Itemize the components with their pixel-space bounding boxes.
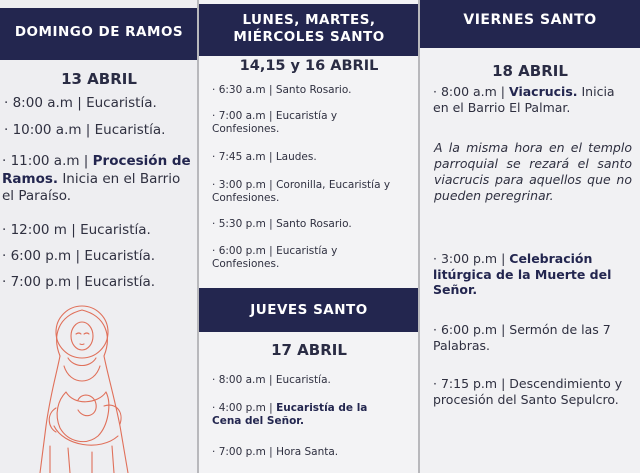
list-item: · 7:00 p.m | Hora Santa. [212,446,339,458]
list-item: · 7:15 p.m | Descendimiento y procesión del Santo Sepulcro. [433,376,623,407]
list-item: · 10:00 a.m | Eucaristía. [4,122,166,138]
list-item: · 3:00 p.m | Coronilla, Eucaristía y Confesiones. [212,179,391,205]
list-item: · 6:00 p.m | Eucaristía y Confesiones. [212,245,338,271]
list-item: · 8:00 a.m | Eucaristía. [212,374,331,386]
list-item: · 6:00 p.m | Eucaristía. [2,248,156,264]
header-viernes-santo [420,0,640,48]
list-item: · 4:00 p.m | Eucaristía de la Cena del Señor. [212,402,368,428]
header-line-1: LUNES, MARTES, [242,12,376,28]
list-item: · 7:00 a.m | Eucaristía y Confesiones. [212,110,338,136]
date-18-abril: 18 ABRIL [492,62,568,80]
header-text: DOMINGO DE RAMOS [14,24,184,40]
header-jueves-santo [199,288,419,332]
list-item: · 7:00 p.m | Eucaristía. [2,274,156,290]
header-domingo-de-ramos [0,8,198,60]
date-13-abril: 13 ABRIL [61,70,137,88]
date-17-abril: 17 ABRIL [271,341,347,359]
list-item: · 11:00 a.m | Procesión de Ramos. Inicia en el Barrio el Paraíso. [2,153,191,205]
list-item: · 8:00 a.m | Viacrucis. Inicia en el Barrio El Palmar. [433,84,615,115]
list-item: · 12:00 m | Eucaristía. [2,222,151,238]
column-viernes-santo [420,0,640,473]
header-text: JUEVES SANTO [250,302,368,318]
date-14-15-16-abril: 14,15 y 16 ABRIL [239,58,379,74]
list-item: · 6:00 p.m | Sermón de las 7 Palabras. [433,322,611,353]
header-text: VIERNES SANTO [463,12,597,28]
list-item: · 6:30 a.m | Santo Rosario. [212,84,352,96]
note-viacrucis: A la misma hora en el templo parroquial se rezará el santo viacrucis para aquellos que no pueden peregrinar. [434,140,632,203]
list-item: · 3:00 p.m | Celebración litúrgica de la Muerte del Señor. [433,251,612,298]
column-domingo-de-ramos [0,0,198,473]
list-item: · 5:30 p.m | Santo Rosario. [212,218,352,230]
list-item: · 7:45 a.m | Laudes. [212,151,317,163]
column-lunes-martes-miercoles [199,0,419,473]
list-item: · 8:00 a.m | Eucaristía. [4,95,157,111]
header-lunes-martes-miercoles [199,4,419,56]
saint-illustration [20,296,150,473]
header-line-2: MIÉRCOLES SANTO [233,29,385,45]
